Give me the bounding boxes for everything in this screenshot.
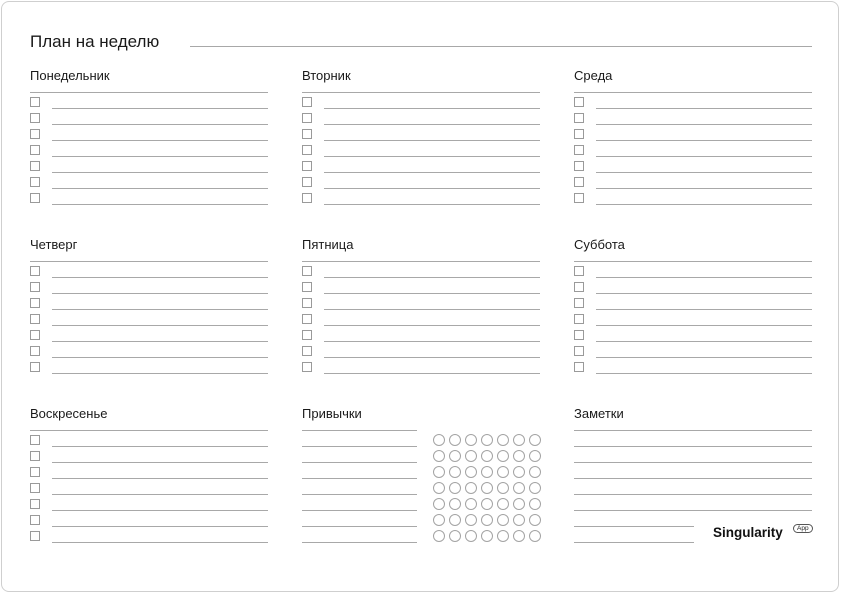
day-header-line-saturday: [574, 261, 812, 262]
day-title-friday: Пятница: [302, 237, 354, 252]
habit-day-circle[interactable]: [433, 434, 445, 446]
task-line[interactable]: [52, 494, 268, 495]
day-header-line-wednesday: [574, 92, 812, 93]
brand-logo: Singularity: [713, 525, 783, 540]
task-line[interactable]: [52, 277, 268, 278]
day-header-line-friday: [302, 261, 540, 262]
habit-day-circle[interactable]: [497, 498, 509, 510]
task-checkbox[interactable]: [30, 97, 40, 107]
habit-day-circle[interactable]: [465, 530, 477, 542]
habit-day-circle[interactable]: [481, 530, 493, 542]
notes-line[interactable]: [574, 478, 812, 479]
task-line[interactable]: [52, 204, 268, 205]
task-checkbox[interactable]: [574, 346, 584, 356]
task-line[interactable]: [324, 204, 540, 205]
habit-day-circle[interactable]: [481, 514, 493, 526]
habit-day-circle[interactable]: [465, 450, 477, 462]
habit-day-circle[interactable]: [529, 466, 541, 478]
task-line[interactable]: [596, 277, 812, 278]
task-checkbox[interactable]: [302, 177, 312, 187]
task-line[interactable]: [52, 309, 268, 310]
day-title-sunday: Воскресенье: [30, 406, 108, 421]
task-checkbox[interactable]: [30, 266, 40, 276]
task-checkbox[interactable]: [30, 193, 40, 203]
habit-day-circle[interactable]: [433, 482, 445, 494]
task-checkbox[interactable]: [30, 451, 40, 461]
habit-day-circle[interactable]: [481, 450, 493, 462]
task-checkbox[interactable]: [574, 177, 584, 187]
habit-day-circle[interactable]: [433, 514, 445, 526]
task-line[interactable]: [52, 542, 268, 543]
habit-day-circle[interactable]: [449, 530, 461, 542]
task-line[interactable]: [52, 293, 268, 294]
task-line[interactable]: [324, 124, 540, 125]
task-checkbox[interactable]: [30, 531, 40, 541]
task-line[interactable]: [52, 462, 268, 463]
day-header-line-sunday: [30, 430, 268, 431]
task-checkbox[interactable]: [574, 145, 584, 155]
task-checkbox[interactable]: [302, 282, 312, 292]
task-line[interactable]: [52, 526, 268, 527]
notes-title: Заметки: [574, 406, 624, 421]
notes-line[interactable]: [574, 542, 694, 543]
habit-day-circle[interactable]: [497, 450, 509, 462]
task-line[interactable]: [52, 124, 268, 125]
habit-name-line[interactable]: [302, 510, 417, 511]
habit-day-circle[interactable]: [481, 482, 493, 494]
habit-day-circle[interactable]: [529, 434, 541, 446]
habit-day-circle[interactable]: [497, 466, 509, 478]
task-line[interactable]: [52, 373, 268, 374]
task-line[interactable]: [52, 446, 268, 447]
task-line[interactable]: [52, 478, 268, 479]
task-checkbox[interactable]: [302, 362, 312, 372]
notes-line[interactable]: [574, 494, 812, 495]
task-checkbox[interactable]: [302, 161, 312, 171]
task-checkbox[interactable]: [30, 314, 40, 324]
task-checkbox[interactable]: [30, 298, 40, 308]
habit-day-circle[interactable]: [513, 498, 525, 510]
day-header-line-tuesday: [302, 92, 540, 93]
habit-day-circle[interactable]: [433, 530, 445, 542]
task-line[interactable]: [324, 188, 540, 189]
task-checkbox[interactable]: [574, 161, 584, 171]
planner-sheet: [1, 1, 839, 592]
task-checkbox[interactable]: [30, 177, 40, 187]
habit-day-circle[interactable]: [513, 450, 525, 462]
task-checkbox[interactable]: [574, 266, 584, 276]
habit-name-line[interactable]: [302, 494, 417, 495]
habit-name-line[interactable]: [302, 446, 417, 447]
habit-day-circle[interactable]: [449, 434, 461, 446]
task-line[interactable]: [596, 108, 812, 109]
task-line[interactable]: [52, 325, 268, 326]
task-line[interactable]: [596, 204, 812, 205]
task-checkbox[interactable]: [302, 97, 312, 107]
task-checkbox[interactable]: [302, 330, 312, 340]
habit-day-circle[interactable]: [481, 434, 493, 446]
task-checkbox[interactable]: [302, 145, 312, 155]
task-line[interactable]: [52, 108, 268, 109]
habit-day-circle[interactable]: [433, 466, 445, 478]
habit-day-circle[interactable]: [433, 450, 445, 462]
day-title-thursday: Четверг: [30, 237, 78, 252]
task-line[interactable]: [52, 188, 268, 189]
habit-day-circle[interactable]: [449, 498, 461, 510]
task-checkbox[interactable]: [30, 330, 40, 340]
day-header-line-thursday: [30, 261, 268, 262]
habit-day-circle[interactable]: [513, 434, 525, 446]
task-line[interactable]: [596, 325, 812, 326]
task-checkbox[interactable]: [302, 193, 312, 203]
notes-header-line: [574, 430, 812, 431]
task-checkbox[interactable]: [302, 113, 312, 123]
task-line[interactable]: [324, 156, 540, 157]
task-checkbox[interactable]: [30, 499, 40, 509]
day-title-tuesday: Вторник: [302, 68, 351, 83]
task-line[interactable]: [324, 357, 540, 358]
habit-day-circle[interactable]: [513, 482, 525, 494]
habit-day-circle[interactable]: [465, 434, 477, 446]
task-checkbox[interactable]: [30, 129, 40, 139]
task-line[interactable]: [324, 309, 540, 310]
task-checkbox[interactable]: [574, 298, 584, 308]
task-line[interactable]: [324, 325, 540, 326]
habit-day-circle[interactable]: [465, 498, 477, 510]
task-checkbox[interactable]: [574, 282, 584, 292]
task-checkbox[interactable]: [574, 129, 584, 139]
task-checkbox[interactable]: [30, 362, 40, 372]
day-header-line-monday: [30, 92, 268, 93]
task-checkbox[interactable]: [302, 266, 312, 276]
task-line[interactable]: [596, 140, 812, 141]
task-line[interactable]: [324, 277, 540, 278]
habit-day-circle[interactable]: [529, 450, 541, 462]
task-line[interactable]: [52, 341, 268, 342]
habit-day-circle[interactable]: [449, 450, 461, 462]
habit-day-circle[interactable]: [529, 514, 541, 526]
habit-name-line[interactable]: [302, 542, 417, 543]
notes-line[interactable]: [574, 446, 812, 447]
habits-title: Привычки: [302, 406, 362, 421]
task-checkbox[interactable]: [574, 314, 584, 324]
habit-name-line[interactable]: [302, 478, 417, 479]
task-checkbox[interactable]: [30, 113, 40, 123]
task-line[interactable]: [596, 124, 812, 125]
day-title-monday: Понедельник: [30, 68, 110, 83]
task-line[interactable]: [52, 140, 268, 141]
task-line[interactable]: [596, 341, 812, 342]
habit-day-circle[interactable]: [529, 498, 541, 510]
habit-day-circle[interactable]: [449, 466, 461, 478]
habit-day-circle[interactable]: [433, 498, 445, 510]
task-checkbox[interactable]: [30, 435, 40, 445]
habit-day-circle[interactable]: [465, 514, 477, 526]
task-checkbox[interactable]: [30, 515, 40, 525]
task-checkbox[interactable]: [30, 467, 40, 477]
task-checkbox[interactable]: [574, 362, 584, 372]
task-line[interactable]: [596, 309, 812, 310]
habit-name-line[interactable]: [302, 526, 417, 527]
task-checkbox[interactable]: [30, 282, 40, 292]
page-title: План на неделю: [30, 32, 160, 51]
task-line[interactable]: [324, 108, 540, 109]
task-line[interactable]: [324, 373, 540, 374]
habit-day-circle[interactable]: [513, 466, 525, 478]
habit-day-circle[interactable]: [497, 434, 509, 446]
habit-day-circle[interactable]: [449, 514, 461, 526]
task-line[interactable]: [52, 357, 268, 358]
task-line[interactable]: [324, 140, 540, 141]
task-line[interactable]: [324, 341, 540, 342]
task-line[interactable]: [52, 156, 268, 157]
habit-day-circle[interactable]: [481, 498, 493, 510]
brand-badge: App: [793, 524, 813, 533]
habit-day-circle[interactable]: [513, 530, 525, 542]
task-checkbox[interactable]: [302, 298, 312, 308]
task-line[interactable]: [324, 293, 540, 294]
habits-header-line: [302, 430, 417, 431]
task-checkbox[interactable]: [30, 483, 40, 493]
habit-day-circle[interactable]: [497, 482, 509, 494]
task-line[interactable]: [324, 172, 540, 173]
habit-day-circle[interactable]: [529, 482, 541, 494]
task-line[interactable]: [52, 172, 268, 173]
task-checkbox[interactable]: [302, 346, 312, 356]
notes-line[interactable]: [574, 510, 812, 511]
habit-day-circle[interactable]: [529, 530, 541, 542]
habit-day-circle[interactable]: [497, 530, 509, 542]
task-line[interactable]: [596, 172, 812, 173]
habit-day-circle[interactable]: [481, 466, 493, 478]
notes-line[interactable]: [574, 526, 694, 527]
notes-line[interactable]: [574, 462, 812, 463]
task-checkbox[interactable]: [302, 314, 312, 324]
task-line[interactable]: [596, 188, 812, 189]
habit-day-circle[interactable]: [465, 466, 477, 478]
day-title-saturday: Суббота: [574, 237, 625, 252]
task-checkbox[interactable]: [302, 129, 312, 139]
task-line[interactable]: [596, 373, 812, 374]
task-checkbox[interactable]: [30, 145, 40, 155]
day-title-wednesday: Среда: [574, 68, 613, 83]
habit-day-circle[interactable]: [513, 514, 525, 526]
task-checkbox[interactable]: [574, 113, 584, 123]
habit-day-circle[interactable]: [497, 514, 509, 526]
task-checkbox[interactable]: [30, 346, 40, 356]
habit-day-circle[interactable]: [449, 482, 461, 494]
task-line[interactable]: [596, 293, 812, 294]
title-underline: [190, 46, 812, 47]
task-checkbox[interactable]: [574, 330, 584, 340]
habit-name-line[interactable]: [302, 462, 417, 463]
task-line[interactable]: [596, 156, 812, 157]
habit-day-circle[interactable]: [465, 482, 477, 494]
task-checkbox[interactable]: [574, 193, 584, 203]
task-line[interactable]: [52, 510, 268, 511]
task-checkbox[interactable]: [574, 97, 584, 107]
task-line[interactable]: [596, 357, 812, 358]
task-checkbox[interactable]: [30, 161, 40, 171]
